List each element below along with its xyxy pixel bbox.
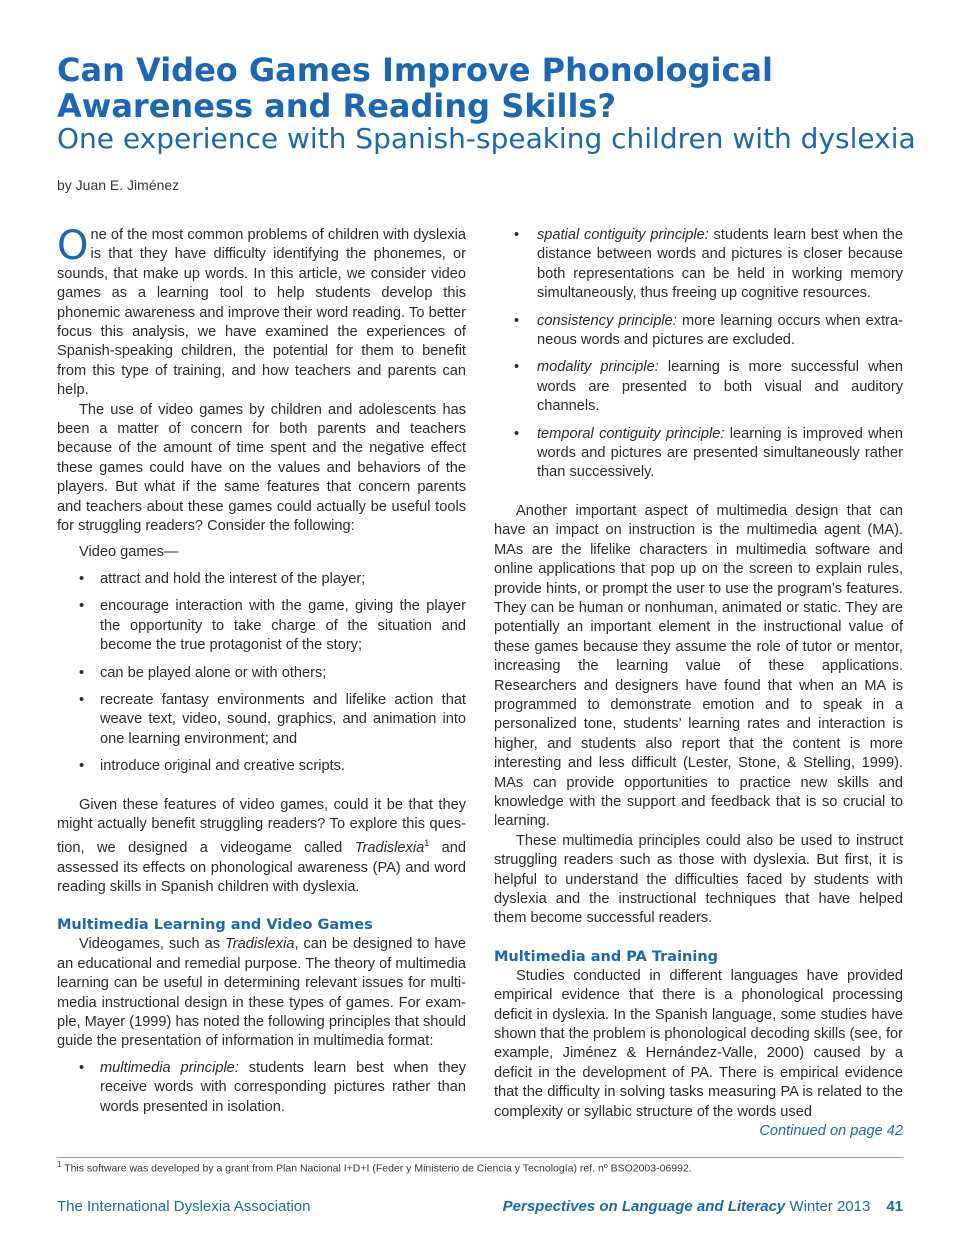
footnote-ref: 1 xyxy=(424,838,430,849)
bullet-icon: • xyxy=(79,598,85,615)
byline: by Juan E. Jiménez xyxy=(57,177,180,193)
list-item: • spatial contiguity principle: students learn best when the distance between words and pictures is closer because both representations can be held in working memory simultaneously, thus freeing up cognitive resources. xyxy=(514,227,903,302)
bullet-icon: • xyxy=(514,312,520,329)
left-column xyxy=(57,223,466,1117)
continued-link[interactable]: Continued on page 42 xyxy=(759,1123,903,1140)
paragraph-videogames: Videogames, such as Tradislexia, can be designed to have an educational and remedial purpose. The theory of multimedia learning can be useful in determining relevant issues for multimedia instructional design in these types of games. For example, Mayer (1999) has noted the following principles that should guide the presentation of information in multimedia format: xyxy=(57,936,466,1050)
footer-journal xyxy=(503,1198,903,1215)
intro-paragraph xyxy=(57,223,466,401)
bullet-icon: • xyxy=(79,1059,85,1076)
principle-list-right xyxy=(494,226,903,483)
paragraph-concern: The use of video games by children and adolescents has been a matter of concern for both parents and teachers because of the amount of time spent and the negative effect these games could have on the values and behaviors of the players. But what if the same features that concern parents and teachers about these games could actually be useful tools for struggling readers? Consider the following: xyxy=(57,401,466,535)
list-item: • modality principle: learning is more successful when words are presented to both visual and auditory channels. xyxy=(514,359,903,415)
article-title: Can Video Games Improve Phonological Awareness and Reading Skills? xyxy=(57,51,773,125)
intro-text: ne of the most common problems of children with dyslexia is that they have difficulty identifying the phonemes, or sounds, that make up words. In this article, we consider video games as a learning tool to help students develop this phonemic awareness and improve their word reading. To better focus this analysis, we have examined the experiences of Spanish-speaking children, the potential for them to benefit from this type of training, and how teachers and parents can help. xyxy=(57,227,466,399)
section-heading-pa-training: Multimedia and PA Training xyxy=(494,948,719,965)
list-item: • can be played alone or with others; xyxy=(57,664,466,683)
footer-organization: The International Dyslexia Association xyxy=(57,1198,311,1215)
paragraph-studies: Studies conducted in different languages have provided empirical evidence that there is a phonological processing deficit in dyslexia. In the Spanish language, some studies have shown that the problem is phonological decoding skills (see, for example, Jiménez & Hernández-Valle, 2000) caused by a deficit in the development of PA. There is empirical evidence that the difficulty in solving tasks measuring PA is related to the complexity or syllabic structure of the words used Continued on page 42 xyxy=(494,967,903,1122)
paragraph-multimedia-agent: Another important aspect of multimedia design that can have an impact on instruction is the multimedia agent (MA). MAs are the lifelike characters in multimedia software and online applications that pop up on the screen to explain rules, provide hints, or prompt the user to use the program’s features. They can be human or nonhuman, animated or static. They are potentially an important element in the instructional value of these games because they assume the role of tutor or mentor, increasing the learning value of these applications. Researchers and designers have found that when an MA is programmed to demonstrate emotion and to speak in a personalized tone, students’ learning rates and interaction is higher, and students also report that the content is more interesting and less difficult (Lester, Stone, & Stelling, 1999). MAs can provide opportunities to practice new skills and knowledge with the support and feedback that is so crucial to learning. xyxy=(494,502,903,830)
list-item: • multimedia principle: students learn best when they receive words with corresponding pictures rather than words presented in isolation. xyxy=(79,1059,466,1115)
drop-cap: O xyxy=(57,223,89,269)
list-item: • introduce original and creative scripts. xyxy=(57,757,466,776)
game-name: Tradislexia xyxy=(354,840,425,857)
footnote: $^1$ This software was developed by a grant from Plan Nacional I+D+I (Feder y Ministerio de Ciencia y Tecnología) ref. nº BSO2003-06992. xyxy=(57,1160,692,1175)
issue: Winter 2013 xyxy=(789,1198,871,1215)
paragraph-principles-dyslexia: These multimedia principles could also be used to instruct struggling readers such as those with dyslexia. But first, it is helpful to understand the difficulties faced by students with dyslexia and the instructional techniques that have helped them become successful readers. xyxy=(494,832,903,927)
video-games-list xyxy=(57,570,466,777)
list-item: • attract and hold the interest of the player; xyxy=(57,570,466,589)
bullet-icon: • xyxy=(79,691,85,708)
bullet-icon: • xyxy=(514,227,520,243)
bullet-icon: • xyxy=(514,425,520,442)
bullet-icon: • xyxy=(79,664,85,681)
page-number: 41 xyxy=(886,1198,903,1215)
list-item: • recreate fantasy environments and lifelike action that weave text, video, sound, graphics, and animation into one learning environment; and xyxy=(79,691,466,747)
article-subtitle: One experience with Spanish-speaking children with dyslexia xyxy=(57,122,916,155)
bullet-icon: • xyxy=(79,570,85,587)
bullet-icon: • xyxy=(79,758,85,775)
list-item: • consistency principle: more learning occurs when extraneous words and pictures are excluded. xyxy=(514,312,903,349)
video-games-label: Video games— xyxy=(79,543,179,560)
list-item: • encourage interaction with the game, giving the player the opportunity to take charge of the situation and become the true protagonist of the story; xyxy=(79,598,466,654)
principle-list-left xyxy=(57,1059,466,1117)
right-column xyxy=(494,226,903,1141)
bullet-icon: • xyxy=(514,359,520,376)
paragraph-tradislexia: Given these features of video games, could it be that they might actually benefit struggling readers? To explore this question, we designed a videogame called Tradislexia$^1$ and assessed its effects on phonological awareness (PA) and word reading skills in Spanish children with dyslexia. xyxy=(57,796,466,896)
footnote-divider xyxy=(57,1157,903,1158)
journal-name: Perspectives on Language and Literacy xyxy=(502,1198,786,1215)
list-item: • temporal contiguity principle: learning is improved when words and pictures are presented simultaneously rather than successively. xyxy=(514,425,903,481)
game-name: Tradislexia xyxy=(224,936,295,953)
section-heading-multimedia-learning: Multimedia Learning and Video Games xyxy=(57,917,373,934)
